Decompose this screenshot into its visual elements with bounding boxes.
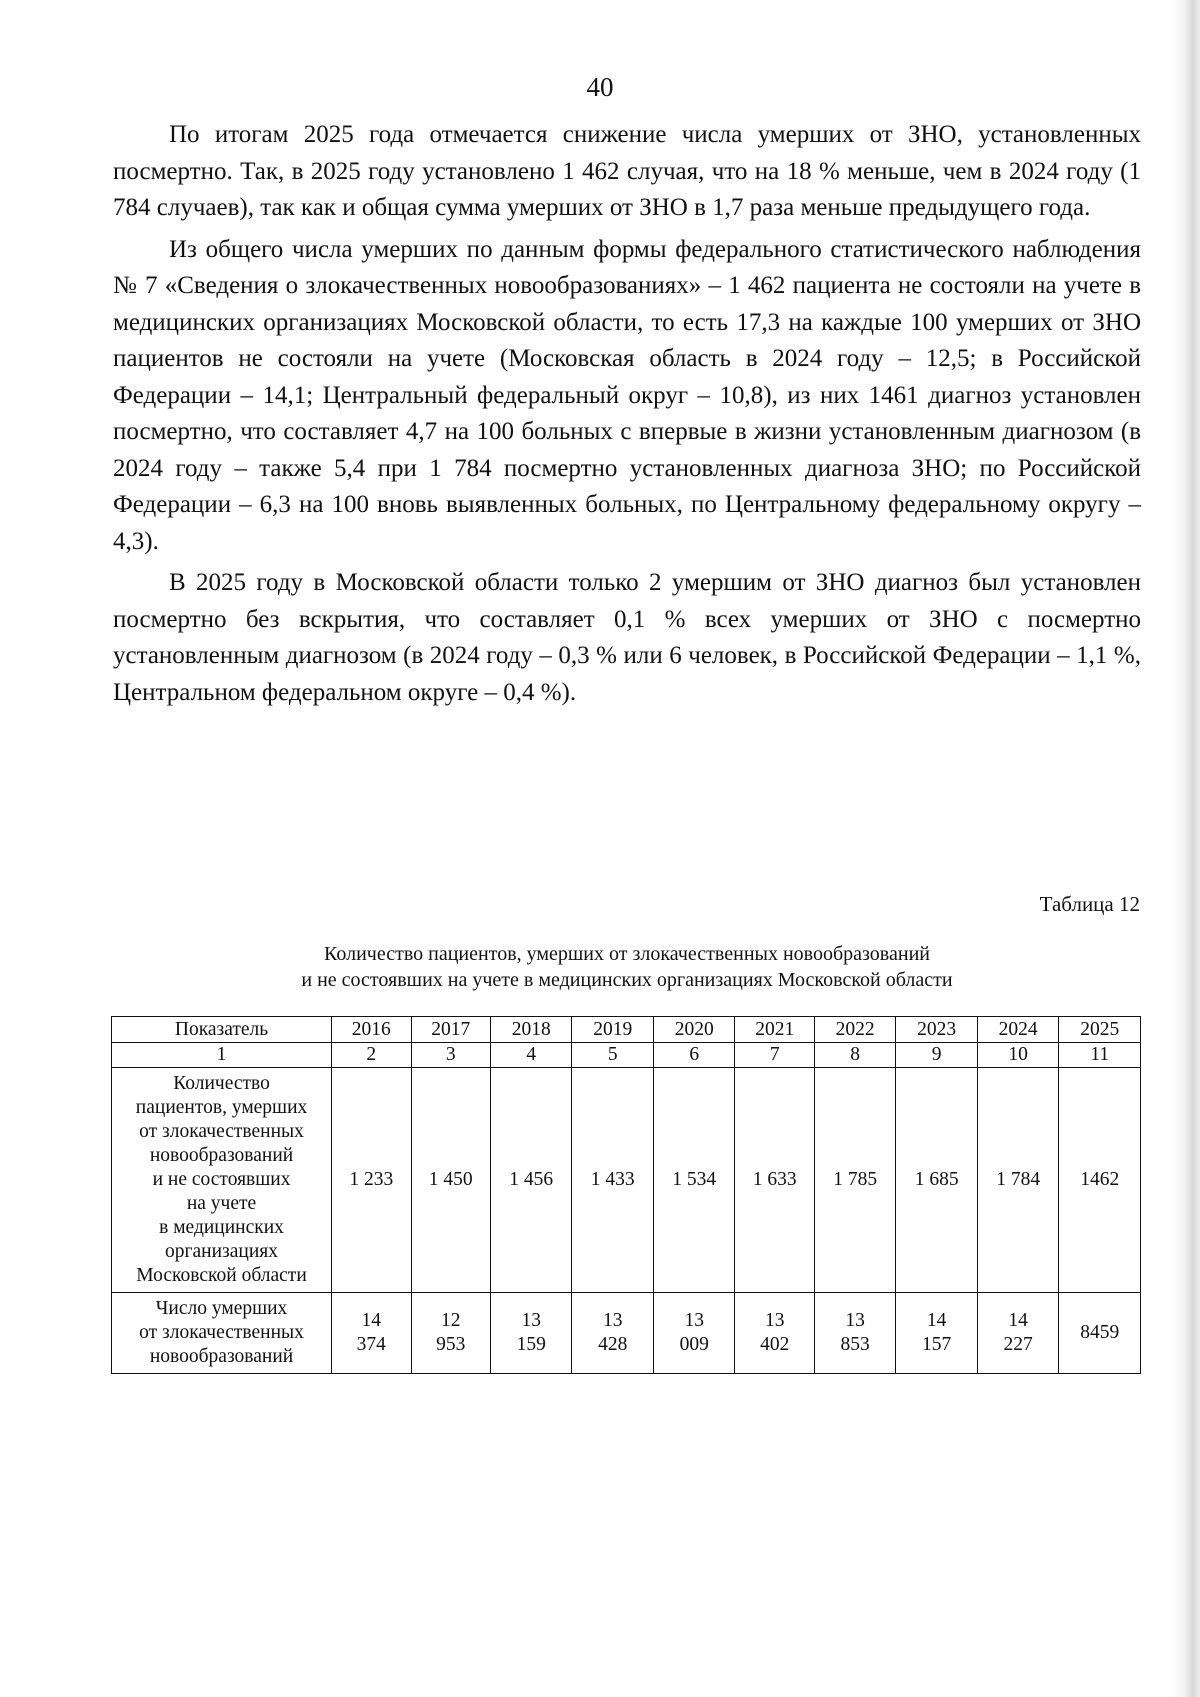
- value-text: 13: [521, 1310, 541, 1331]
- value-text: 1 233: [349, 1169, 394, 1190]
- value-text: 1 450: [428, 1169, 473, 1190]
- table-title-line: Количество пациентов, умерших от злокачественных новообразований: [324, 943, 930, 965]
- column-number: 2: [332, 1043, 411, 1068]
- row-label-line: от злокачественных: [139, 1121, 304, 1142]
- value-text: 1462: [1080, 1169, 1120, 1190]
- row-label-line: новообразований: [149, 1145, 294, 1166]
- header-year: 2018: [490, 1017, 572, 1043]
- paragraph: Из общего числа умерших по данным формы федерального статистического наблюдения № 7 «Сведения о злокачественных новообразованиях» – 1 462 пациента не состояли на учете в медицинских организациях Московской области, то есть 17,3 на каждые 100 умерших от ЗНО пациентов не состояли на учете (Московская область в 2024 году – 12,5; в Российской Федерации – 14,1; Центральный федеральный округ – 10,8), из них 1461 диагноз установлен посмертно, что составляет 4,7 на 100 больных с впервые в жизни установленным диагнозом (в 2024 году – также 5,4 при 1 784 посмертно установленных диагноза ЗНО; по Российской Федерации – 6,3 на 100 вновь выявленных больных, по Центральному федеральному округу – 4,3).: [113, 235, 1141, 555]
- header-year: 2020: [653, 1017, 735, 1043]
- value-cell: [411, 1068, 490, 1293]
- value-text: 1 456: [509, 1169, 554, 1190]
- value-cell: [735, 1068, 814, 1293]
- value-cell: [977, 1293, 1059, 1374]
- value-text: 1 433: [590, 1169, 635, 1190]
- row-label-line: на учете: [186, 1193, 257, 1214]
- table-header-row: [112, 1017, 1141, 1043]
- header-indicator: Показатель: [112, 1017, 332, 1043]
- column-number: 8: [814, 1043, 896, 1068]
- value-text: 374: [356, 1334, 386, 1355]
- header-year: 2021: [735, 1017, 814, 1043]
- value-text: 1 785: [833, 1169, 878, 1190]
- value-text: 13: [764, 1310, 785, 1331]
- header-year: 2017: [411, 1017, 490, 1043]
- page-number: 40: [586, 72, 614, 102]
- value-text: 009: [679, 1334, 709, 1355]
- value-text: 853: [840, 1334, 870, 1355]
- header-year: 2023: [896, 1017, 978, 1043]
- header-year: 2022: [814, 1017, 896, 1043]
- value-text: 14: [361, 1310, 382, 1331]
- value-text: 13: [845, 1310, 865, 1331]
- value-cell: [1059, 1293, 1141, 1374]
- value-cell: [490, 1293, 572, 1374]
- value-cell: [653, 1068, 735, 1293]
- header-year: 2025: [1059, 1017, 1141, 1043]
- header-year: 2019: [572, 1017, 654, 1043]
- value-cell: [332, 1293, 411, 1374]
- row-label: [112, 1068, 332, 1293]
- column-number: 3: [411, 1043, 490, 1068]
- value-cell: [814, 1293, 896, 1374]
- value-cell: [490, 1068, 572, 1293]
- table-row: [112, 1293, 1141, 1374]
- header-year: 2024: [977, 1017, 1059, 1043]
- column-number: 6: [653, 1043, 735, 1068]
- column-number: 9: [896, 1043, 978, 1068]
- row-label-line: организациях: [165, 1241, 279, 1262]
- column-number: 7: [735, 1043, 814, 1068]
- value-text: 8459: [1080, 1322, 1120, 1343]
- row-label-line: от злокачественных: [139, 1322, 304, 1343]
- row-label: [112, 1293, 332, 1374]
- value-cell: [1059, 1068, 1141, 1293]
- row-label-line: Число умерших: [155, 1298, 288, 1319]
- value-text: 402: [760, 1334, 790, 1355]
- table-title-line: и не состоявших на учете в медицинских организациях Московской области: [301, 969, 953, 991]
- column-number: 11: [1059, 1043, 1141, 1068]
- value-text: 14: [926, 1310, 947, 1331]
- data-table: [111, 1016, 1141, 1374]
- row-label-line: и не состоявших: [152, 1169, 291, 1190]
- column-number: 10: [977, 1043, 1059, 1068]
- value-text: 13: [602, 1310, 623, 1331]
- value-cell: [814, 1068, 896, 1293]
- value-cell: [896, 1293, 978, 1374]
- column-number: 1: [112, 1043, 332, 1068]
- value-text: 13: [684, 1310, 704, 1331]
- row-label-line: Количество: [173, 1073, 270, 1094]
- row-label-line: Московской области: [136, 1265, 307, 1286]
- value-cell: [735, 1293, 814, 1374]
- value-text: 1 784: [996, 1169, 1041, 1190]
- table-row: [112, 1068, 1141, 1293]
- row-label-line: новообразований: [149, 1346, 294, 1367]
- row-label-line: в медицинских: [159, 1217, 284, 1238]
- value-cell: [896, 1068, 978, 1293]
- column-number: 5: [572, 1043, 654, 1068]
- value-text: 157: [922, 1334, 952, 1355]
- table-column-number-row: [112, 1043, 1141, 1068]
- value-cell: [653, 1293, 735, 1374]
- value-text: 1 685: [914, 1169, 959, 1190]
- value-cell: [332, 1068, 411, 1293]
- paragraph: В 2025 году в Московской области только 2 умершим от ЗНО диагноз был установлен посмертно без вскрытия, что составляет 0,1 % всех умерших от ЗНО с посмертно установленным диагнозом (в 2024 году – 0,3 % или 6 человек, в Российской Федерации – 1,1 %, Центральном федеральном округе – 0,4 %).: [113, 569, 1141, 706]
- paragraph: По итогам 2025 года отмечается снижение числа умерших от ЗНО, установленных посмертно. Так, в 2025 году установлено 1 462 случая, что на 18 % меньше, чем в 2024 году (1 784 случаев), так как и общая сумма умерших от ЗНО в 1,7 раза меньше предыдущего года.: [113, 121, 1141, 221]
- row-label-line: пациентов, умерших: [135, 1097, 308, 1118]
- table-label: Таблица 12: [1039, 892, 1140, 916]
- column-number: 4: [490, 1043, 572, 1068]
- body-text: [113, 117, 1141, 716]
- value-cell: [572, 1068, 654, 1293]
- table-title: [113, 941, 1141, 993]
- value-text: 1 633: [752, 1169, 797, 1190]
- value-text: 1 534: [672, 1169, 717, 1190]
- value-text: 227: [1003, 1334, 1033, 1355]
- value-cell: [411, 1293, 490, 1374]
- value-cell: [977, 1068, 1059, 1293]
- value-text: 12: [440, 1310, 461, 1331]
- value-cell: [572, 1293, 654, 1374]
- value-text: 428: [598, 1334, 628, 1355]
- value-text: 159: [516, 1334, 546, 1355]
- scan-edge-shadow: [1172, 0, 1200, 1697]
- value-text: 14: [1008, 1310, 1028, 1331]
- value-text: 953: [436, 1334, 466, 1355]
- header-year: 2016: [332, 1017, 411, 1043]
